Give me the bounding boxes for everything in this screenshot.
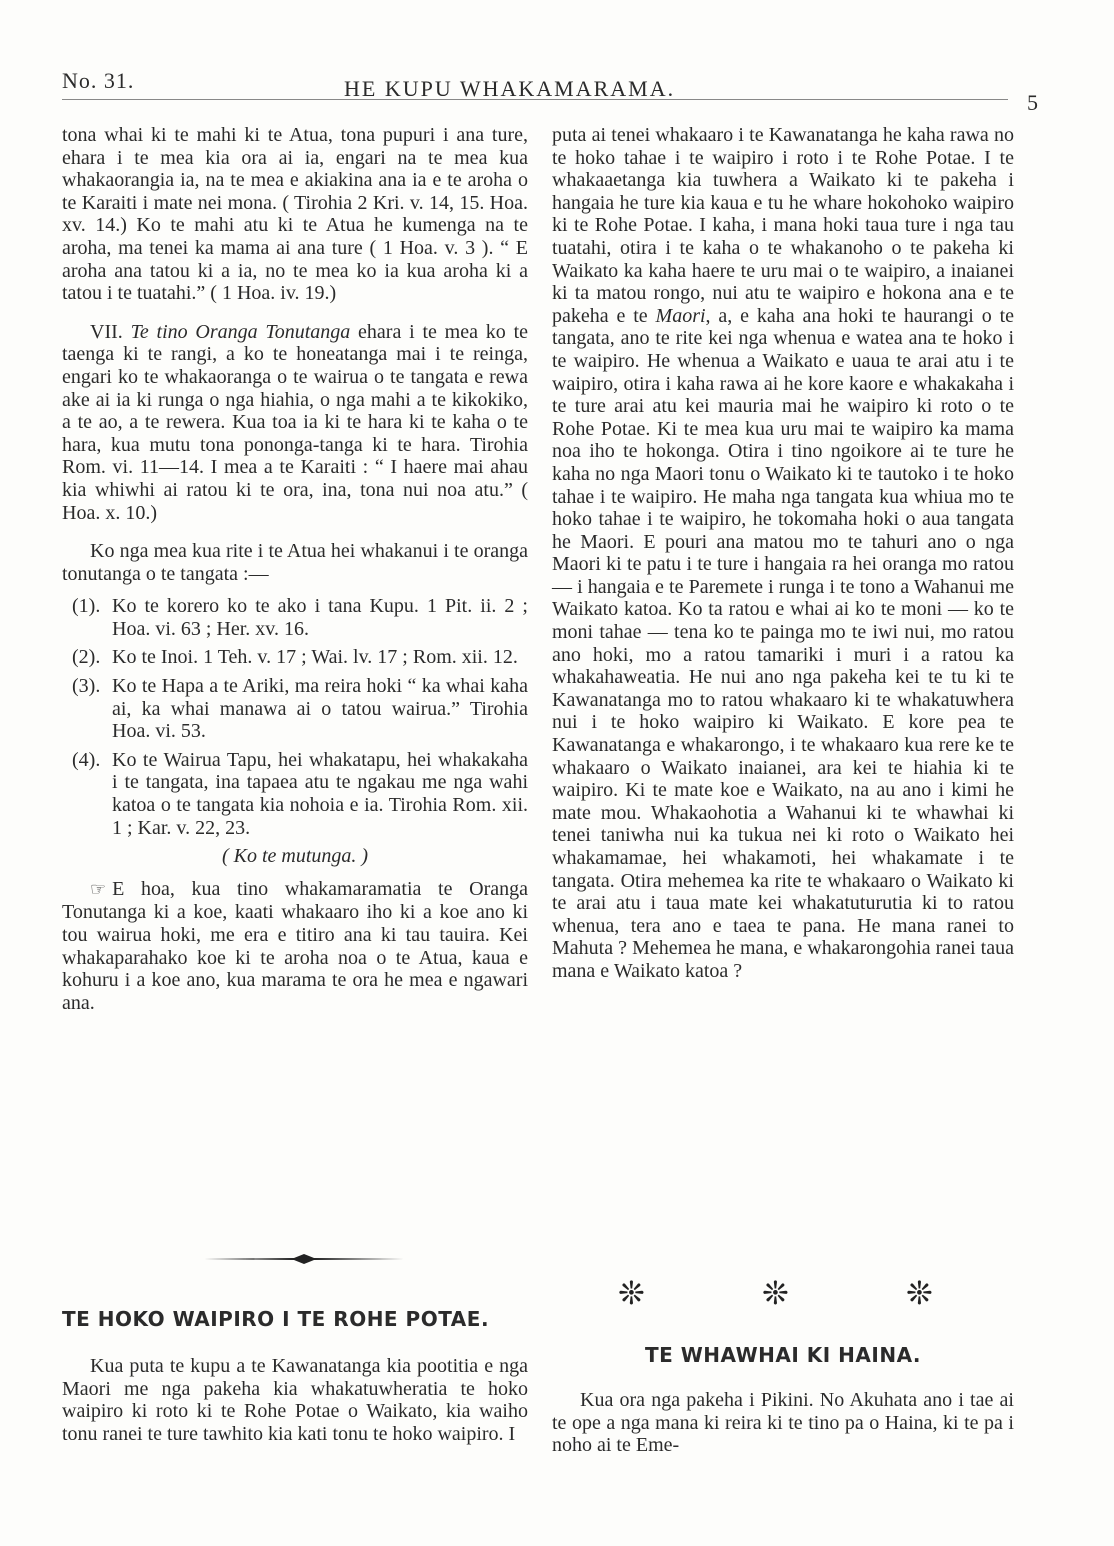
- list-item: [62, 675, 528, 743]
- list-text: Ko te Inoi. 1 Teh. v. 17 ; Wai. lv. 17 ; Rom. xii. 12.: [112, 646, 518, 669]
- running-header: [62, 68, 1052, 115]
- section-heading: TE WHAWHAI KI HAINA.: [644, 1343, 922, 1367]
- list-text: Ko te Hapa a te Ariki, ma reira hoki “ ka whai kaha ai, ka whai manawa ai o tatou wairua.” Tirohia Hoa. vi. 53.: [112, 675, 528, 743]
- journal-title: HE KUPU WHAKAMARAMA.: [344, 76, 676, 101]
- header-rule: [62, 99, 1008, 100]
- italic-phrase: Te tino Oranga Tonutanga: [130, 320, 351, 343]
- list-item: [62, 595, 528, 640]
- paragraph-text: ehara i te mea ko te taenga ki te rangi, a ko te honeatanga mai i te reinga, engari ko te whakaoranga o te wairua o te tangata e rewa ake ai ia ki runga o nga hiahia, o nga mahi a te kikokiko, a te ao, a te rewera. Kua toa ia ki te hara ki te kaha o te hara, kua mutu tona pononga-tanga ki te hara. Tirohia Rom. vi. 11—14. I mea a te Karaiti : “ I haere mai ahau kia whiwhi ai ratou ki te ora, ina, tona nui noa atu.” ( Hoa. x. 10.): [62, 320, 528, 524]
- section-body: [552, 1389, 1014, 1457]
- paragraph-vii: [62, 321, 528, 524]
- paragraph-intro: Ko nga mea kua rite i te Atua hei whakanui i te oranga tonutanga o te tangata :—: [62, 540, 528, 585]
- paragraph-text: Kua ora nga pakeha i Pikini. No Akuhata ano i tae ai te ope a nga mana ki reira ki te tino pa o Haina, ki te pa i noho ai te Eme-: [552, 1389, 1014, 1457]
- italic-word: Maori: [655, 304, 706, 327]
- section-body: [62, 1355, 528, 1445]
- list-item: [62, 646, 528, 669]
- left-column: [62, 124, 528, 1014]
- list-number: (1).: [72, 595, 101, 618]
- paragraph-text: , a, e kaha ana hoki te haurangi o te tangata, ano te rite kei nga whenua e watea ana te hoko i te waipiro. He whenua a Waikato e uaua te arai atu i te waipiro, otira i kaha rawa ai he kore kaore e whakakaha i te ture arai atu kei mauria mai he waipiro ki roto o te Rohe Potae. Ki te mea kua uru mai te waipiro ka mama noa iho te hokonga. Otira i tino ngoikore ai te ture he kaha no nga Maori tonu o Waikato ki te tautoko i te hoko tahae i te waipiro. He maha nga tangata kua whiua mo te hoko tahae i te waipiro, he tokomaha hoki o aua tangata he Maori. E pouri ana matou mo te tahuri ano o nga Maori ki te patu i te ture i hangaia ra hei oranga mo ratou — i hangaia e te Paremete i runga i te tono a Wahanui me Waikato katoa. Ko ta ratou e whai ai ko te moni — ko te moni tahae — tena ko te painga mo te iwi nui, mo ratou ano hoki, mo a ratou tamariki i muri i a ratou ka whakahaweatia. He nui ano nga pakeha kei te tu ki te Kawanatanga mo to ratou whakaaro ki te whakatuwhera nui i te hoko waipiro ki Waikato. E kore pea te Kawanatanga e whakarongo, i te whakaaro kua rere ke te whakaaro o Waikato inaianei, ara kei te hiahia ki te waipiro. Ki te mate koe e Waikato, na au ano i kimi he mate mou. Whakaohotia a Wahanui ki te whawhai ki tenei taniwha nui ka tukua nei ki roto o Waikato hei whakamamae, hei whakamoti, hei whakamate i te tangata. Otira mehemea ka rite te whakaaro o Waikato ki te arai atu i taua mate kei whakatuturutia ki to ratou whenua, tera ano e taea te pana. He mana ranei to Mahuta ? Mehemea he mana, e whakarongohia ranei taua mana e Waikato katoa ?: [552, 304, 1014, 982]
- star-ornament-icon: ❊: [618, 1274, 645, 1312]
- ornament-divider: [204, 1252, 404, 1266]
- note-text: E hoa, kua tino whakamaramatia te Oranga Tonutanga ki a koe, kaati whakaaro iho ki a koe ano ki tou wairua hoki, me era e titiro ana ki tau tauira. Kei whakaparahako koe ki te aroha noa o te Atua, kaua e kohuru i a koe ano, kua marama te ora he mea e ngawari ana.: [62, 877, 528, 1014]
- list-text: Ko te korero ko te ako i tana Kupu. 1 Pit. ii. 2 ; Hoa. vi. 63 ; Her. xv. 16.: [112, 595, 528, 640]
- section-heading: TE HOKO WAIPIRO I TE ROHE POTAE.: [62, 1307, 490, 1331]
- list-number: (4).: [72, 748, 101, 771]
- list-number: (3).: [72, 675, 101, 698]
- star-ornament-icon: ❊: [762, 1274, 789, 1312]
- section-number: VII.: [90, 320, 131, 343]
- paragraph-continued: [552, 124, 1014, 983]
- numbered-list: [62, 595, 528, 839]
- paragraph-text: Kua puta te kupu a te Kawanatanga kia pootitia e nga Maori me nga pakeha kia whakatuwheratia te hoko waipiro ki roto ki te Rohe Potae o Waikato, kia waiho tonu ranei te ture tawhito kia kati tonu te hoko waipiro. I: [62, 1355, 528, 1445]
- star-ornament-icon: ❊: [906, 1274, 933, 1312]
- asterism-divider: [552, 1274, 1014, 1314]
- paragraph-text: puta ai tenei whakaaro i te Kawanatanga he kaha rawa no te hoko tahae i te waipiro i roto i te Rohe Potae. I te whakaaetanga kia tuwhera a Waikato ki te pakeha i hangaia he ture kia kaua e tu he whare hokohoko waipiro ki te Rohe Potae. I kaha, i mana hoki taua ture i nga tau tuatahi, otira i te kaha o te whakanoho o te pakeha ki Waikato ka kaha haere te uru mai o te waipiro, a inaianei ki ta matou rongo, nui atu te waipiro e hokona ana e te pakeha e te: [552, 124, 1014, 327]
- page-number: 5: [1027, 90, 1038, 115]
- paragraph-continued: tona whai ki te mahi ki te Atua, tona pupuri i ana ture, ehara i te mea kia ora ai ia, engari na te mea kua whakaorangia ia, na te mea e akiakina ana ia e te aroha o te Karaiti i mate nei mona. ( Tirohia 2 Kri. v. 14, 15. Hoa. xv. 14.) Ko te mahi atu ki te Atua he kumenga na te aroha, ma tenei ka mama ai ana ture ( 1 Hoa. v. 3 ). “ E aroha ana tatou ki a ia, no te mea ko ia kua aroha ki a tatou i te tuatahi.” ( 1 Hoa. iv. 19.): [62, 124, 528, 305]
- pointing-hand-icon: ☞: [90, 878, 107, 900]
- list-item: [62, 749, 528, 839]
- pointing-hand-note: [62, 878, 528, 1015]
- list-text: Ko te Wairua Tapu, hei whakatapu, hei whakakaha i te tangata, ina tapaea atu te ngakau me nga wahi katoa o te tangata kia nohoia e ia. Tirohia Rom. xii. 1 ; Kar. v. 22, 23.: [112, 748, 528, 839]
- end-note: ( Ko te mutunga. ): [221, 845, 369, 868]
- right-column: [552, 124, 1014, 983]
- list-number: (2).: [72, 646, 101, 669]
- issue-number: No. 31.: [62, 68, 135, 93]
